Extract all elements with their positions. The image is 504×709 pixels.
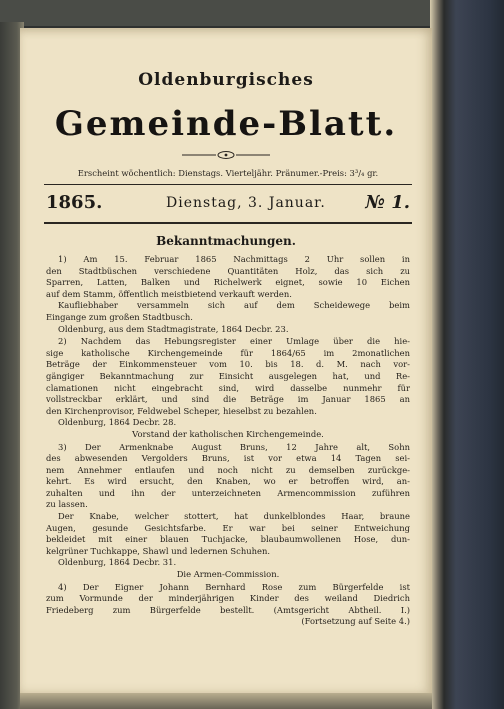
masthead-small-title: Oldenburgisches bbox=[138, 70, 314, 90]
text-line: Beträge der Einkommensteuer vom 10. bis 18. d. M. nach vor- bbox=[46, 359, 410, 370]
text-line: nem Annehmer entlaufen und noch nicht zu demselben zurückge- bbox=[46, 464, 410, 475]
text-line: zum Vormunde der minderjährigen Kinder des weiland Diedrich bbox=[46, 593, 410, 604]
issue-dateline bbox=[46, 192, 410, 220]
text-line: Augen, gesunde Gesichtsfarbe. Er war bei seiner Entweichung bbox=[46, 522, 410, 533]
text-line: zuhalten und ihn der unterzeichneten Armencommission zuführen bbox=[46, 487, 410, 498]
text-line: sige katholische Kirchengemeinde für 1864/65 im 2monatlichen bbox=[46, 347, 410, 358]
announcements-body bbox=[46, 254, 410, 628]
text-line: des abwesenden Vergolders Bruns, ist vor etwa 14 Tagen sei- bbox=[46, 453, 410, 464]
text-line: zu lassen. bbox=[46, 499, 88, 510]
issue-date: Dienstag, 3. Januar. bbox=[166, 195, 326, 211]
text-line: Oldenburg, 1864 Decbr. 28. bbox=[58, 417, 177, 428]
newspaper-page bbox=[20, 28, 432, 693]
text-line: 1) Am 15. Februar 1865 Nachmittags 2 Uhr sollen in bbox=[58, 254, 410, 264]
text-line: Der Knabe, welcher stottert, hat dunkelblondes Haar, braune bbox=[58, 511, 410, 522]
text-line-signature: Vorstand der katholischen Kirchengemeinde. bbox=[132, 428, 324, 439]
continuation-note: (Fortsetzung auf Seite 4.) bbox=[301, 616, 410, 627]
text-line: vollstreckbar erklärt, und sind die Beträge im Januar 1865 an bbox=[46, 394, 410, 405]
text-line: kehrt. Es wird ersucht, den Knaben, wo er betroffen wird, an- bbox=[46, 476, 410, 487]
text-line: Kaufliebhaber versammeln sich auf dem Scheidewege beim bbox=[58, 300, 410, 311]
text-line: Eingange zum großen Stadtbusch. bbox=[46, 311, 193, 322]
text-line: den Stadtbüschen verschiedene Quantitäten Holz, das sich zu bbox=[46, 265, 410, 276]
text-line: kelgrüner Tuchkappe, Shawl und ledernen Schuhen. bbox=[46, 545, 271, 556]
text-line: 3) Der Armenknabe August Bruns, 12 Jahre alt, Sohn bbox=[58, 441, 410, 452]
text-line: den Kirchenprovisor, Feldwebel Scheper, hieselbst zu bezahlen. bbox=[46, 405, 317, 416]
text-line: Oldenburg, aus dem Stadtmagistrate, 1864 Decbr. 23. bbox=[58, 323, 289, 334]
text-line: Friedeberg zum Bürgerfelde bestellt. (Amtsgericht Abtheil. I.) bbox=[46, 604, 410, 615]
text-line: 2) Nachdem das Hebungsregister einer Umlage über die hie- bbox=[58, 336, 410, 347]
divider-rule bbox=[44, 184, 412, 185]
text-line: 4) Der Eigner Johann Bernhard Rose zum Bürgerfelde ist bbox=[58, 581, 410, 592]
text-line: bekleidet mit einer blauen Tuchjacke, blaubaumwollenen Hose, dun- bbox=[46, 534, 410, 545]
text-line: auf dem Stamm, öffentlich meistbietend verkauft werden. bbox=[46, 288, 292, 299]
text-line: Sparren, Latten, Balken und Richelwerk eignet, sowie 10 Eichen bbox=[46, 277, 410, 288]
issue-year: 1865. bbox=[46, 192, 103, 213]
text-line: gängiger Bekanntmachung zur Einsicht ausgelegen hat, und Re- bbox=[46, 370, 410, 381]
masthead-big-title: Gemeinde-Blatt. bbox=[54, 104, 398, 144]
background-top bbox=[0, 0, 504, 26]
text-line-signature: Die Armen-Commission. bbox=[176, 569, 280, 580]
text-line: Oldenburg, 1864 Decbr. 31. bbox=[58, 557, 177, 568]
issue-number: № 1. bbox=[365, 192, 410, 213]
section-title: Bekanntmachungen. bbox=[156, 234, 296, 248]
text-line: clamationen nicht eingebracht sind, wird dasselbe nunmehr für bbox=[46, 382, 410, 393]
divider-rule-thick bbox=[44, 222, 412, 224]
publication-subline: Erscheint wöchentlich: Dienstags. Vierteljähr. Pränumer.-Preis: 3³/₄ gr. bbox=[77, 168, 379, 178]
ornament-divider-icon bbox=[180, 150, 272, 160]
book-spine bbox=[430, 0, 504, 709]
